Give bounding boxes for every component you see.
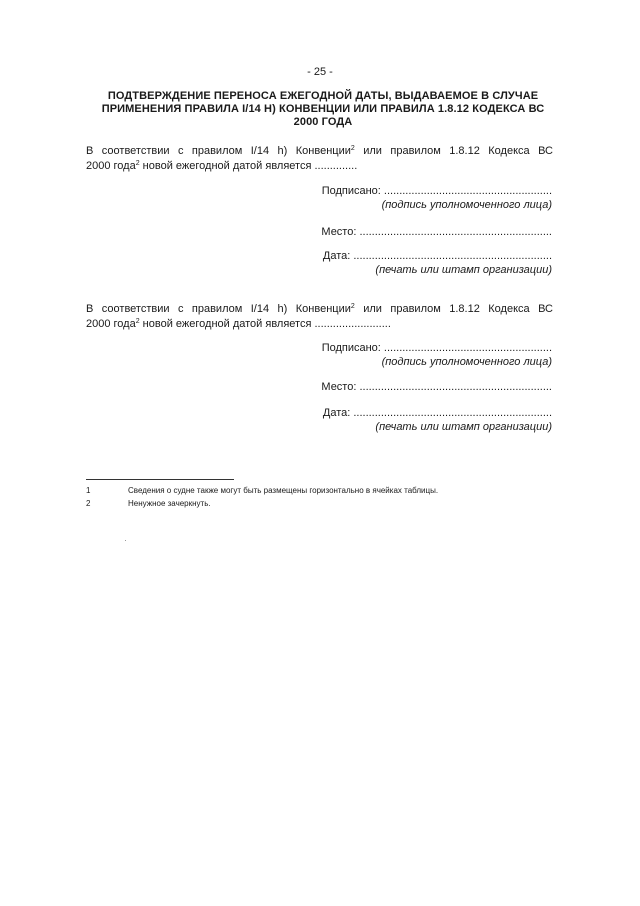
signed-field: Подписано: .......................................................: [321, 185, 552, 197]
paragraph-text: новой ежегодной датой является ..............: [139, 160, 358, 172]
footnote-divider: [86, 479, 234, 480]
stamp-caption: (печать или штамп организации): [375, 264, 552, 276]
footnote-text: Сведения о судне также могут быть размещены горизонтально в ячейках таблицы.: [128, 486, 439, 495]
paragraph-text: 2000 года: [86, 160, 136, 172]
confirmation-paragraph-2: [86, 302, 553, 332]
footnote-mark: 1: [86, 486, 91, 495]
signature-caption: (подпись уполномоченного лица): [381, 199, 552, 211]
footnote-text: Ненужное зачеркнуть.: [128, 499, 211, 508]
date-block-2: [323, 406, 552, 434]
paragraph-text: В соответствии с правилом I/14 h) Конвенции: [86, 145, 351, 157]
paragraph-text: новой ежегодной датой является .........................: [139, 318, 391, 330]
paragraph-text: В соответствии с правилом I/14 h) Конвенции: [86, 303, 351, 315]
confirmation-paragraph-1: [86, 144, 553, 174]
footnote-mark: 2: [86, 499, 91, 508]
signature-caption: (подпись уполномоченного лица): [381, 356, 552, 368]
date-block-1: [323, 249, 552, 277]
footnote-ref: 2: [350, 145, 355, 152]
stamp-caption: (печать или штамп организации): [375, 421, 552, 433]
footnote-1: [86, 486, 438, 496]
scan-speck: [125, 540, 126, 541]
footnote-ref: 2: [350, 303, 355, 310]
paragraph-text: или правилом 1.8.12 Кодекса ВС: [354, 145, 553, 157]
signed-block-2: [322, 341, 552, 369]
footnote-ref: 2: [135, 318, 140, 325]
paragraph-text: или правилом 1.8.12 Кодекса ВС: [354, 303, 553, 315]
date-field: Дата: .................................................................: [322, 407, 552, 419]
signed-field: Подписано: .......................................................: [321, 342, 552, 354]
signed-block-1: [322, 184, 552, 212]
paragraph-text: 2000 года: [86, 318, 136, 330]
footnote-ref: 2: [135, 160, 140, 167]
place-field-1: Место: ...............................................................: [321, 226, 552, 238]
page-title: ПОДТВЕРЖДЕНИЕ ПЕРЕНОСА ЕЖЕГОДНОЙ ДАТЫ, ВЫДАВАЕМОЕ В СЛУЧАЕ ПРИМЕНЕНИЯ ПРАВИЛА I/14 H) КОНВЕНЦИИ ИЛИ ПРАВИЛА 1.8.12 КОДЕКСА ВС 2000 ГОДА: [101, 90, 545, 128]
date-field: Дата: .................................................................: [322, 250, 552, 262]
place-field-2: Место: ...............................................................: [321, 381, 552, 393]
page-number: - 25 -: [307, 66, 333, 78]
footnote-2: [86, 499, 211, 509]
